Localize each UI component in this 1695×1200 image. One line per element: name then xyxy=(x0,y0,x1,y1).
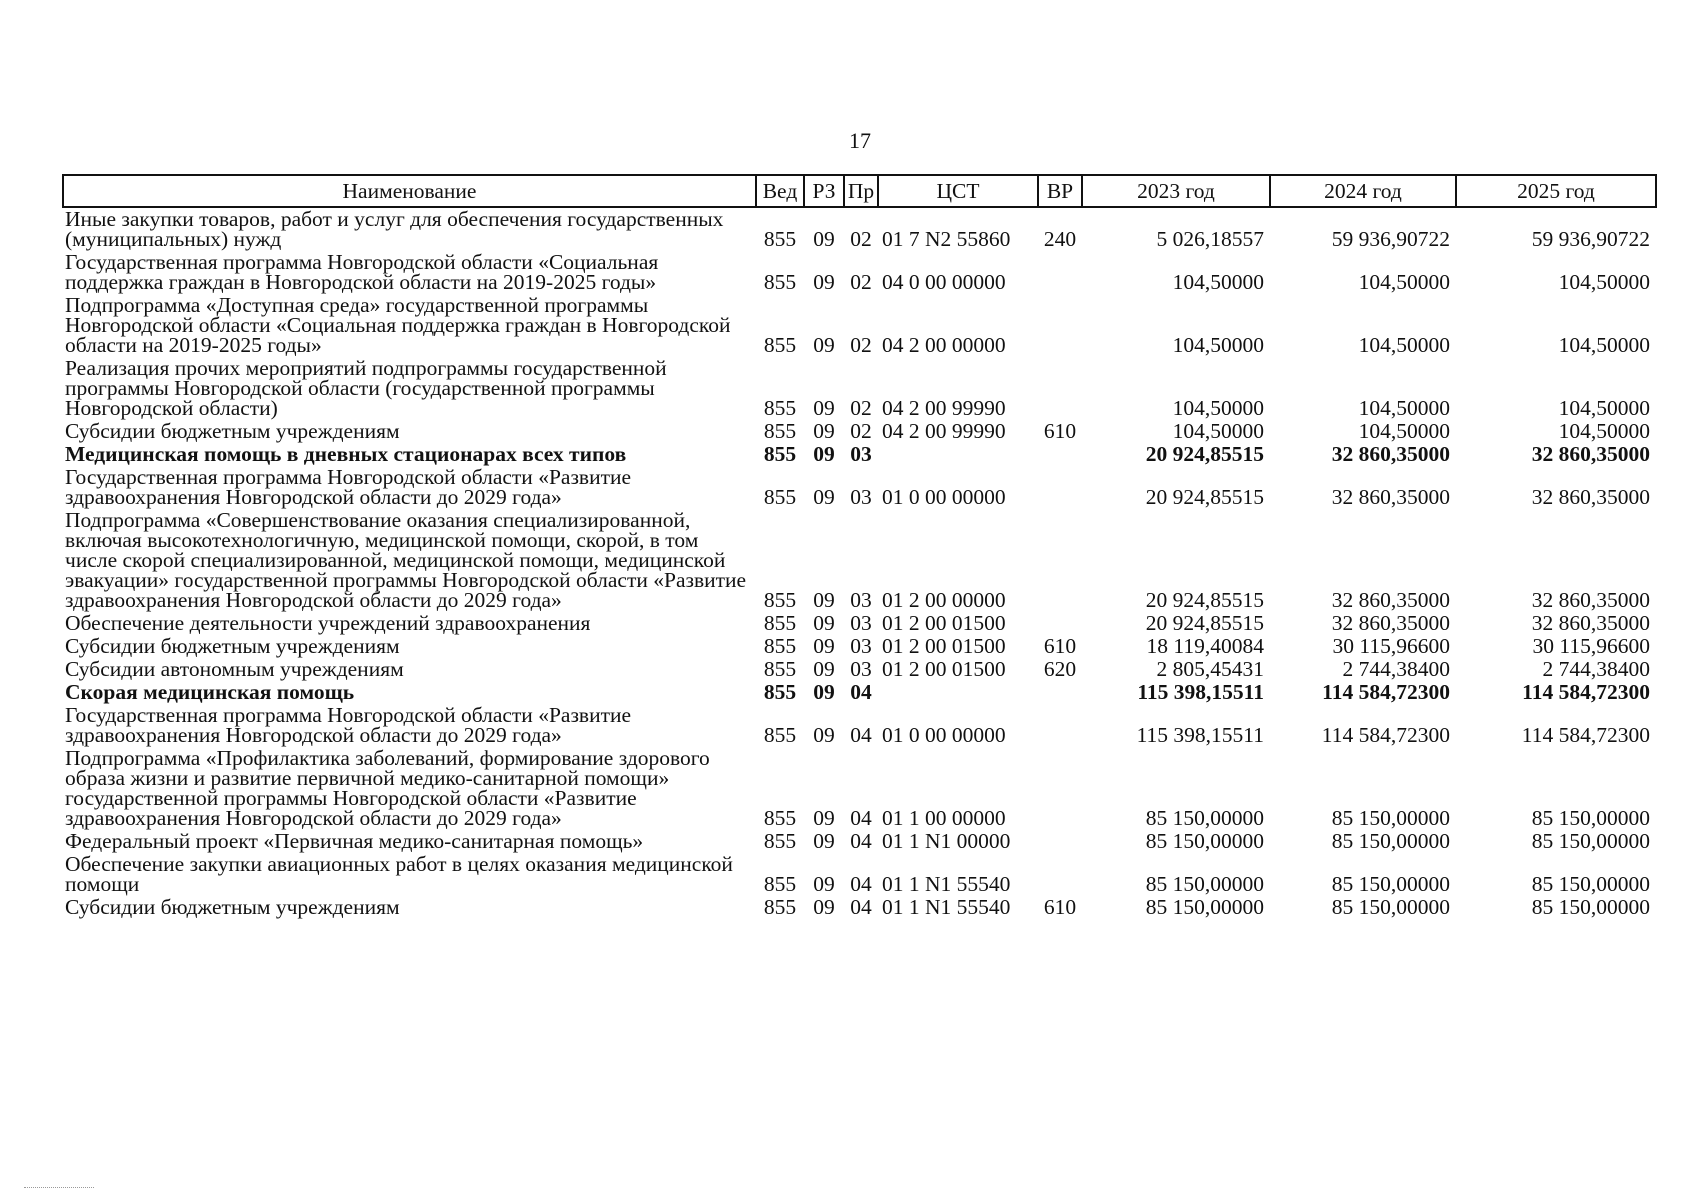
cell-2025: 85 150,00000 xyxy=(1531,872,1650,896)
cell-ved: 855 xyxy=(763,419,797,443)
cell-2025: 59 936,90722 xyxy=(1531,227,1650,251)
table-row xyxy=(63,747,1656,830)
cell-pr: 02 xyxy=(850,227,872,251)
cell-ved: 855 xyxy=(763,806,797,830)
cell-2023: 20 924,85515 xyxy=(1145,588,1264,612)
table-row xyxy=(63,466,1656,509)
cell-name: Государственная программа Новгородской области «Развитие здравоохранения Новгородской области до 2029 года» xyxy=(65,703,632,747)
cell-name: Федеральный проект «Первичная медико-санитарная помощь» xyxy=(65,829,644,853)
header-ved: Вед xyxy=(756,175,804,207)
cell-rz: 09 xyxy=(813,872,835,896)
cell-name: Государственная программа Новгородской области «Развитие здравоохранения Новгородской области до 2029 года» xyxy=(65,465,632,509)
cell-ved: 855 xyxy=(763,333,797,357)
cell-rz: 09 xyxy=(813,419,835,443)
cell-vr xyxy=(1038,509,1082,612)
cell-vr: 610 xyxy=(1043,895,1077,919)
table-row xyxy=(63,853,1656,896)
cell-ved: 855 xyxy=(763,657,797,681)
cell-2024: 104,50000 xyxy=(1358,419,1450,443)
cell-ved: 855 xyxy=(763,588,797,612)
cell-vr: 610 xyxy=(1043,634,1077,658)
cell-pr: 02 xyxy=(850,396,872,420)
table-row xyxy=(63,294,1656,357)
cell-2024: 104,50000 xyxy=(1358,333,1450,357)
cell-2024: 85 150,00000 xyxy=(1331,872,1450,896)
cell-2025: 30 115,96600 xyxy=(1532,634,1650,658)
footer-mark xyxy=(24,1187,94,1188)
cell-ved: 855 xyxy=(763,723,797,747)
cell-2023: 2 805,45431 xyxy=(1156,657,1264,681)
cell-rz: 09 xyxy=(813,270,835,294)
cell-rz: 09 xyxy=(813,657,835,681)
header-pr: Пр xyxy=(844,175,878,207)
cell-ved: 855 xyxy=(763,227,797,251)
header-rz: РЗ xyxy=(804,175,844,207)
cell-name: Субсидии бюджетным учреждениям xyxy=(65,419,400,443)
cell-name: Субсидии бюджетным учреждениям xyxy=(65,634,400,658)
table-header xyxy=(63,175,1656,207)
cell-vr xyxy=(1038,357,1082,420)
cell-2024: 104,50000 xyxy=(1358,270,1450,294)
cell-2024: 85 150,00000 xyxy=(1331,806,1450,830)
cell-pr: 04 xyxy=(850,829,872,853)
cell-rz: 09 xyxy=(813,396,835,420)
table-row xyxy=(63,635,1656,658)
cell-vr xyxy=(1038,830,1082,853)
cell-vr xyxy=(1038,747,1082,830)
cell-cst: 01 2 00 00000 xyxy=(882,588,1006,612)
cell-rz: 09 xyxy=(813,588,835,612)
cell-cst: 01 0 00 00000 xyxy=(882,723,1006,747)
cell-2024: 2 744,38400 xyxy=(1342,657,1450,681)
cell-name: Реализация прочих мероприятий подпрограммы государственной программы Новгородской области (государственной программы Новгородской области) xyxy=(65,356,667,420)
cell-cst: 01 7 N2 55860 xyxy=(882,227,1011,251)
cell-pr: 02 xyxy=(850,333,872,357)
cell-2024: 59 936,90722 xyxy=(1331,227,1450,251)
cell-cst: 04 0 00 00000 xyxy=(882,270,1006,294)
cell-2025: 85 150,00000 xyxy=(1531,829,1650,853)
cell-rz: 09 xyxy=(813,723,835,747)
header-cst: ЦСТ xyxy=(878,175,1038,207)
cell-rz: 09 xyxy=(813,333,835,357)
cell-2023: 20 924,85515 xyxy=(1145,485,1264,509)
cell-2025: 114 584,72300 xyxy=(1522,680,1650,704)
table-row xyxy=(63,509,1656,612)
cell-cst: 01 1 N1 55540 xyxy=(882,895,1011,919)
cell-name: Подпрограмма «Совершенствование оказания специализированной, включая высокотехнологичную, медицинской помощи, скорой, в том числе скорой специализированной, медицинской помощи, медицинской эвакуации» государственной программы Новгородской области «Развитие здравоохранения Новгородской области до 2029 года» xyxy=(65,508,747,612)
cell-ved: 855 xyxy=(763,680,797,704)
cell-2025: 85 150,00000 xyxy=(1531,895,1650,919)
cell-2023: 85 150,00000 xyxy=(1145,829,1264,853)
cell-2023: 20 924,85515 xyxy=(1145,611,1264,635)
cell-ved: 855 xyxy=(763,895,797,919)
cell-2023: 104,50000 xyxy=(1172,419,1264,443)
cell-rz: 09 xyxy=(813,829,835,853)
cell-pr: 02 xyxy=(850,419,872,443)
table-row-section xyxy=(63,443,1656,466)
cell-rz: 09 xyxy=(813,227,835,251)
cell-pr: 02 xyxy=(850,270,872,294)
cell-2023: 85 150,00000 xyxy=(1145,806,1264,830)
cell-rz: 09 xyxy=(813,611,835,635)
cell-pr: 04 xyxy=(850,723,872,747)
cell-2023: 85 150,00000 xyxy=(1145,895,1264,919)
cell-pr: 04 xyxy=(850,895,872,919)
cell-2023: 85 150,00000 xyxy=(1145,872,1264,896)
cell-rz: 09 xyxy=(813,442,835,466)
cell-cst: 01 0 00 00000 xyxy=(882,485,1006,509)
cell-name: Подпрограмма «Профилактика заболеваний, формирование здорового образа жизни и развитие первичной медико-санитарной помощи» государственной программы Новгородской области «Развитие здравоохранения Новгородской области до 2029 года» xyxy=(65,746,710,830)
cell-name: Государственная программа Новгородской области «Социальная поддержка граждан в Новгородской области на 2019-2025 годы» xyxy=(65,250,659,294)
cell-2025: 104,50000 xyxy=(1558,396,1650,420)
cell-cst: 04 2 00 00000 xyxy=(882,333,1006,357)
cell-pr: 04 xyxy=(850,680,872,704)
cell-ved: 855 xyxy=(763,829,797,853)
cell-vr: 240 xyxy=(1043,227,1077,251)
cell-vr xyxy=(1038,704,1082,747)
cell-2023: 5 026,18557 xyxy=(1156,227,1264,251)
header-2023: 2023 год xyxy=(1082,175,1270,207)
header-2025: 2025 год xyxy=(1456,175,1656,207)
cell-pr: 03 xyxy=(850,657,872,681)
cell-cst xyxy=(878,681,1038,704)
cell-ved: 855 xyxy=(763,485,797,509)
cell-cst: 04 2 00 99990 xyxy=(882,396,1006,420)
budget-table xyxy=(62,174,1657,919)
cell-2025: 32 860,35000 xyxy=(1531,611,1650,635)
cell-rz: 09 xyxy=(813,634,835,658)
cell-pr: 03 xyxy=(850,588,872,612)
table-row xyxy=(63,830,1656,853)
cell-vr xyxy=(1038,443,1082,466)
cell-vr xyxy=(1038,853,1082,896)
cell-2024: 32 860,35000 xyxy=(1331,611,1450,635)
cell-vr xyxy=(1038,612,1082,635)
cell-vr xyxy=(1038,294,1082,357)
cell-2023: 18 119,40084 xyxy=(1146,634,1264,658)
cell-2025: 104,50000 xyxy=(1558,419,1650,443)
cell-2024: 85 150,00000 xyxy=(1331,895,1450,919)
cell-2024: 104,50000 xyxy=(1358,396,1450,420)
cell-2025: 104,50000 xyxy=(1558,333,1650,357)
table-body xyxy=(63,207,1656,919)
cell-2023: 104,50000 xyxy=(1172,270,1264,294)
cell-2025: 32 860,35000 xyxy=(1531,588,1650,612)
cell-rz: 09 xyxy=(813,680,835,704)
cell-pr: 04 xyxy=(850,872,872,896)
cell-cst: 01 2 00 01500 xyxy=(882,634,1006,658)
cell-2024: 32 860,35000 xyxy=(1331,485,1450,509)
cell-cst: 04 2 00 99990 xyxy=(882,419,1006,443)
cell-pr: 04 xyxy=(850,806,872,830)
cell-2024: 114 584,72300 xyxy=(1321,723,1450,747)
cell-ved: 855 xyxy=(763,611,797,635)
table-row xyxy=(63,357,1656,420)
cell-ved: 855 xyxy=(763,396,797,420)
cell-2025: 32 860,35000 xyxy=(1531,442,1650,466)
cell-cst: 01 1 00 00000 xyxy=(882,806,1006,830)
cell-pr: 03 xyxy=(850,442,872,466)
cell-cst: 01 1 N1 00000 xyxy=(882,829,1011,853)
table-row xyxy=(63,207,1656,251)
cell-name: Скорая медицинская помощь xyxy=(65,680,355,704)
cell-2024: 32 860,35000 xyxy=(1331,442,1450,466)
cell-2025: 114 584,72300 xyxy=(1521,723,1650,747)
cell-rz: 09 xyxy=(813,806,835,830)
cell-2024: 32 860,35000 xyxy=(1331,588,1450,612)
header-2024: 2024 год xyxy=(1270,175,1456,207)
cell-vr xyxy=(1038,251,1082,294)
cell-2024: 30 115,96600 xyxy=(1332,634,1450,658)
cell-2023: 104,50000 xyxy=(1172,333,1264,357)
cell-vr: 610 xyxy=(1043,419,1077,443)
table-row xyxy=(63,704,1656,747)
cell-name: Медицинская помощь в дневных стационарах всех типов xyxy=(65,442,627,466)
cell-2025: 2 744,38400 xyxy=(1542,657,1650,681)
cell-name: Иные закупки товаров, работ и услуг для обеспечения государственных (муниципальных) нужд xyxy=(65,207,724,251)
table-row xyxy=(63,658,1656,681)
cell-vr xyxy=(1038,681,1082,704)
table-row xyxy=(63,612,1656,635)
cell-2024: 85 150,00000 xyxy=(1331,829,1450,853)
cell-rz: 09 xyxy=(813,485,835,509)
cell-pr: 03 xyxy=(850,634,872,658)
cell-ved: 855 xyxy=(763,634,797,658)
cell-2023: 115 398,15511 xyxy=(1136,723,1264,747)
cell-vr xyxy=(1038,466,1082,509)
cell-2023: 115 398,15511 xyxy=(1137,680,1264,704)
cell-2024: 114 584,72300 xyxy=(1322,680,1450,704)
page-number: 17 xyxy=(849,128,871,153)
cell-vr: 620 xyxy=(1043,657,1077,681)
cell-name: Субсидии автономным учреждениям xyxy=(65,657,404,681)
cell-2023: 104,50000 xyxy=(1172,396,1264,420)
cell-cst xyxy=(878,443,1038,466)
cell-2025: 85 150,00000 xyxy=(1531,806,1650,830)
table-row xyxy=(63,251,1656,294)
cell-cst: 01 2 00 01500 xyxy=(882,657,1006,681)
cell-cst: 01 1 N1 55540 xyxy=(882,872,1011,896)
cell-cst: 01 2 00 01500 xyxy=(882,611,1006,635)
table-row xyxy=(63,896,1656,919)
cell-2025: 32 860,35000 xyxy=(1531,485,1650,509)
header-row xyxy=(63,175,1656,207)
cell-name: Субсидии бюджетным учреждениям xyxy=(65,895,400,919)
cell-ved: 855 xyxy=(763,872,797,896)
cell-name: Обеспечение деятельности учреждений здравоохранения xyxy=(65,611,591,635)
cell-rz: 09 xyxy=(813,895,835,919)
cell-pr: 03 xyxy=(850,611,872,635)
header-name: Наименование xyxy=(63,175,756,207)
table-row-section xyxy=(63,681,1656,704)
cell-ved: 855 xyxy=(763,442,797,466)
cell-ved: 855 xyxy=(763,270,797,294)
cell-pr: 03 xyxy=(850,485,872,509)
cell-2023: 20 924,85515 xyxy=(1145,442,1264,466)
cell-2025: 104,50000 xyxy=(1558,270,1650,294)
table-row xyxy=(63,420,1656,443)
header-vr: ВР xyxy=(1038,175,1082,207)
cell-name: Обеспечение закупки авиационных работ в целях оказания медицинской помощи xyxy=(65,852,733,896)
cell-name: Подпрограмма «Доступная среда» государственной программы Новгородской области «Социальная поддержка граждан в Новгородской области на 2019-2025 годы» xyxy=(65,293,731,357)
